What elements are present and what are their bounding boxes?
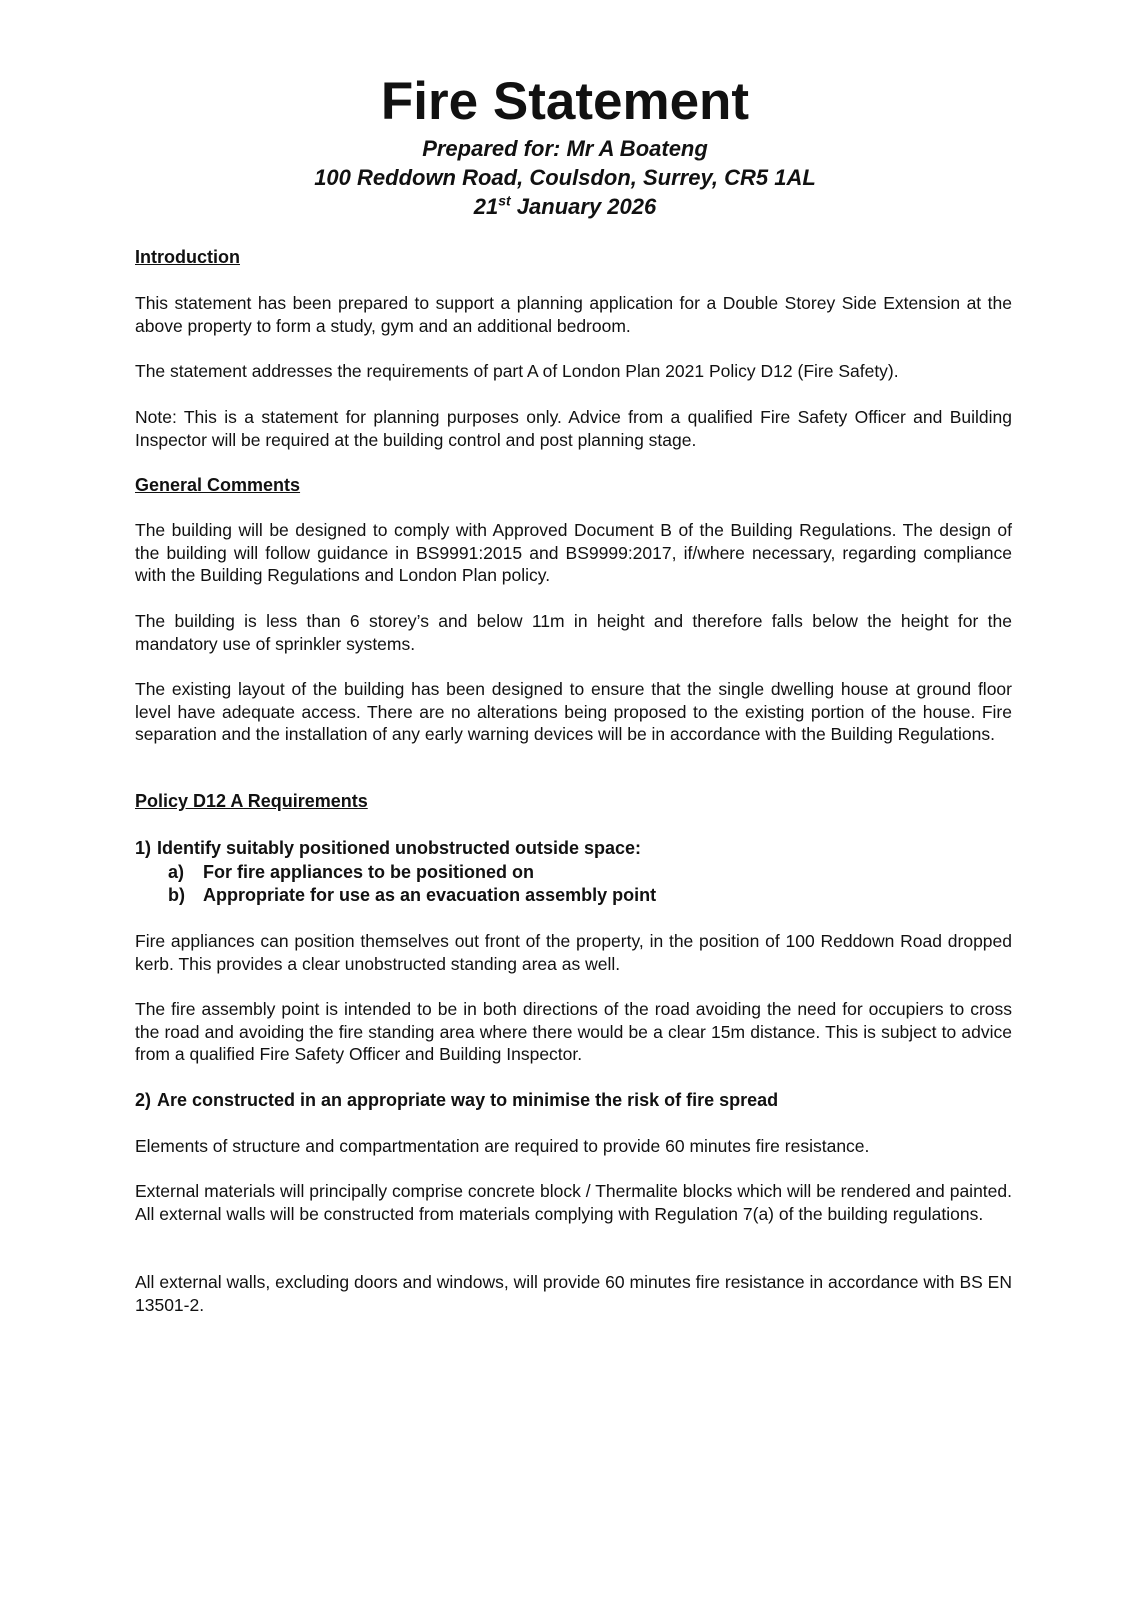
property-address: 100 Reddown Road, Coulsdon, Surrey, CR5 1AL xyxy=(314,165,816,190)
date-month-year: January 2026 xyxy=(510,194,657,219)
general-comments-heading: General Comments xyxy=(135,475,301,495)
general-comments-paragraph-2: The building is less than 6 storey’s and below 11m in height and therefore falls below the height for the mandatory use of sprinkler systems. xyxy=(135,611,1012,654)
policy-d12-heading: Policy D12 A Requirements xyxy=(135,791,368,811)
requirement-2-marker: 2) xyxy=(135,1090,152,1110)
policy-paragraph-2: The fire assembly point is intended to be in both directions of the road avoiding the need for occupiers to cross the road and avoiding the fire standing area where there would be a clear 15m distance. This is subject to advice from a qualified Fire Safety Officer and Building Inspector. xyxy=(135,999,1012,1065)
requirement-1a-text: For fire appliances to be positioned on xyxy=(203,862,535,882)
policy-paragraph-4: External materials will principally comprise concrete block / Thermalite blocks which will be rendered and painted. All external walls will be constructed from materials complying with Regulation 7(a) of the building regulations. xyxy=(135,1181,1012,1224)
general-comments-paragraph-3: The existing layout of the building has been designed to ensure that the single dwelling house at ground floor level have adequate access. There are no alterations being proposed to the existing portion of the house. Fire separation and the installation of any early warning devices will be in accordance with the Building Regulations. xyxy=(135,679,1012,745)
requirement-1-marker: 1) xyxy=(135,838,152,858)
requirement-1b xyxy=(168,884,656,906)
requirement-1b-text: Appropriate for use as an evacuation assembly point xyxy=(203,885,657,905)
prepared-for: Prepared for: Mr A Boateng xyxy=(422,136,708,161)
document-title: Fire Statement xyxy=(380,72,750,131)
requirement-1a xyxy=(168,861,534,883)
requirement-1a-marker: a) xyxy=(168,862,185,882)
date-day: 21 xyxy=(473,194,499,219)
introduction-paragraph-3: Note: This is a statement for planning purposes only. Advice from a qualified Fire Safety Officer and Building Inspector will be required at the building control and post planning stage. xyxy=(135,407,1012,450)
introduction-paragraph-1: This statement has been prepared to support a planning application for a Double Storey Side Extension at the above property to form a study, gym and an additional bedroom. xyxy=(135,293,1012,336)
requirement-1b-marker: b) xyxy=(168,885,185,905)
general-comments-paragraph-1: The building will be designed to comply with Approved Document B of the Building Regulations. The design of the building will follow guidance in BS9991:2015 and BS9999:2017, if/where necessary, regarding compliance with the Building Regulations and London Plan policy. xyxy=(135,520,1012,586)
introduction-heading: Introduction xyxy=(135,247,240,267)
introduction-paragraph-2: The statement addresses the requirements of part A of London Plan 2021 Policy D12 (Fire Safety). xyxy=(135,361,899,381)
date-suffix: st xyxy=(498,192,511,209)
requirement-2-text: Are constructed in an appropriate way to minimise the risk of fire spread xyxy=(157,1090,779,1110)
policy-paragraph-1: Fire appliances can position themselves out front of the property, in the position of 100 Reddown Road dropped kerb. This provides a clear unobstructed standing area as well. xyxy=(135,931,1012,974)
requirement-2 xyxy=(135,1089,778,1111)
requirement-1-text: Identify suitably positioned unobstructed outside space: xyxy=(157,838,642,858)
document-date xyxy=(0,192,1130,222)
requirement-1 xyxy=(135,837,641,859)
policy-paragraph-5: All external walls, excluding doors and windows, will provide 60 minutes fire resistance in accordance with BS EN 13501-2. xyxy=(135,1272,1012,1315)
policy-paragraph-3: Elements of structure and compartmentation are required to provide 60 minutes fire resistance. xyxy=(135,1136,870,1156)
